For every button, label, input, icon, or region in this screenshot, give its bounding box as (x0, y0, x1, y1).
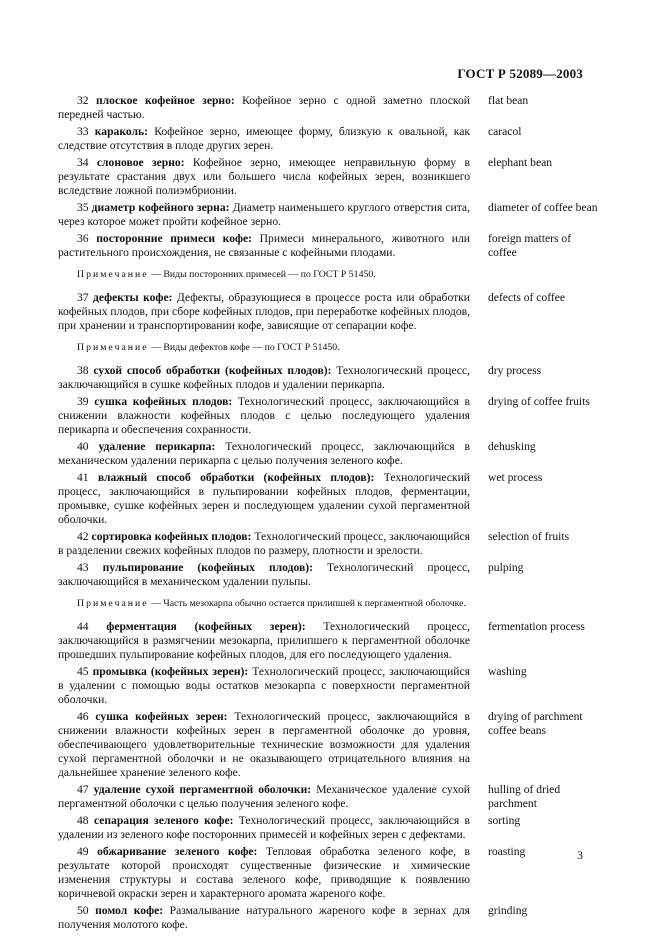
term-entry (58, 665, 598, 707)
note-label: Примечание (77, 598, 149, 609)
term-number: 49 (77, 845, 89, 858)
term-definition: Технологический процесс, заключающийся в пульпировании кофейных плодов, ферментации, промывке, сушке кофейных зерен и последующем удалении сухой пергаментной оболочки. (58, 471, 470, 526)
term-text (58, 156, 470, 198)
term-name: пульпирование (кофейных плодов): (102, 561, 313, 574)
term-text (58, 845, 470, 901)
term-text (58, 232, 470, 260)
term-entry (58, 440, 598, 468)
english-equivalent: diameter of coffee bean (488, 201, 598, 214)
english-equivalent: pulping (488, 561, 524, 574)
term-name: обжаривание зеленого кофе: (97, 845, 258, 858)
term-definition: Технологический процесс, заключающийся в снижении влажности кофейных зерен в пергаментной оболочке до уровня, обеспечивающего удовлетворительные технические возможности для удаления сухой пергаментной оболочки и не оказывающего отрицательного влияния на дальнейшее хранение зеленого кофе. (58, 710, 470, 779)
term-definition: Дефекты, образующиеся в процессе роста или обработки кофейных плодов, при сборе кофейных плодов, при переработке кофейных плодов, при хранении и транспортировании кофе, зависящие от сепарации кофе. (58, 291, 470, 332)
term-entry (58, 156, 598, 198)
english-equivalent: caracol (488, 125, 522, 138)
terms-group-c (58, 364, 598, 589)
term-name: дефекты кофе: (92, 291, 173, 304)
english-equivalent: fermentation process (488, 620, 585, 633)
term-definition: Размалывание натурального жареного кофе в зернах для получения молотого кофе. (58, 904, 470, 931)
term-entry (58, 845, 598, 901)
term-text (58, 620, 470, 662)
term-definition: Технологический процесс, заключающийся в снижении влажности кофейных плодов с целью последующего удаления перикарпа и обеспечения сохранности. (58, 395, 470, 436)
term-text (58, 665, 470, 707)
term-entry (58, 125, 598, 153)
term-definition: Технологический процесс, заключающийся в удалении из зеленого кофе посторонних примесей и кофейных зерен с дефектами. (58, 814, 470, 841)
term-number: 37 (77, 291, 89, 304)
term-number: 43 (77, 561, 89, 574)
term-text (58, 201, 470, 229)
note-defects (58, 341, 598, 354)
term-entry (58, 232, 598, 260)
term-definition: Тепловая обработка зеленого кофе, в результате которой происходят существенные физические и химические изменения структуры и состава зеленого кофе, приводящие к появлению коричневой окраски зерен и характерного аромата жареного кофе. (58, 845, 470, 900)
term-name: влажный способ обработки (кофейных плодов): (97, 471, 375, 484)
page-number: 3 (577, 848, 583, 862)
term-text (58, 561, 470, 589)
english-equivalent: sorting (488, 814, 521, 827)
document-header: ГОСТ Р 52089—2003 (457, 66, 583, 81)
term-definition: Технологический процесс, заключающийся в механическом удалении перикарпа с целью получения зеленого кофе. (58, 440, 470, 467)
note-text: — Часть мезокарпа обычно остается прилипшей к пергаментной оболочке. (148, 598, 466, 609)
term-text (58, 814, 470, 842)
term-definition: Технологический процесс, заключающийся в удалении с помощью воды остатков мезокарпа с поверхности пергаментной оболочки. (58, 665, 470, 706)
term-definition: Кофейное зерно, имеющее неправильную форму в результате срастания двух или большего числа кофейных зерен, возникшего вследствие ложной полиэмбрионии. (58, 156, 470, 197)
term-entry (58, 94, 598, 122)
term-text (58, 395, 470, 437)
term-entry (58, 530, 598, 558)
term-text (58, 440, 470, 468)
term-text (58, 710, 470, 780)
term-entry (58, 471, 598, 527)
term-name: плоское кофейное зерно: (95, 94, 235, 107)
english-equivalent: selection of fruits (488, 530, 570, 543)
term-definition: Диаметр наименьшего круглого отверстия сита, через которое может пройти кофейное зерно. (58, 201, 470, 228)
term-number: 48 (77, 814, 89, 827)
term-name: помол кофе: (95, 904, 164, 917)
english-equivalent: washing (488, 665, 527, 678)
term-name: промывка (кофейных зерен): (92, 665, 249, 678)
term-number: 45 (77, 665, 89, 678)
english-equivalent: elephant bean (488, 156, 553, 169)
term-name: удаление сухой пергаментной оболочки: (93, 783, 312, 796)
term-definition: Технологический процесс, заключающийся в сушке кофейных плодов и удалении перикарпа. (58, 364, 470, 391)
term-definition: Кофейное зерно, имеющее форму, близкую к овальной, как следствие отсутствия в плоде других зерен. (58, 125, 470, 152)
term-entry (58, 620, 598, 662)
term-text (58, 94, 470, 122)
english-equivalent: grinding (488, 904, 528, 917)
term-text (58, 530, 470, 558)
english-equivalent: dry process (488, 364, 542, 377)
note-text: — Виды посторонних примесей — по ГОСТ Р 51450. (148, 269, 376, 280)
term-number: 35 (77, 201, 89, 214)
note-mesocarp (58, 597, 598, 610)
term-name: посторонние примеси кофе: (96, 232, 253, 245)
term-number: 39 (77, 395, 89, 408)
note-text: — Виды дефектов кофе — по ГОСТ Р 51450. (148, 342, 340, 353)
term-entry (58, 201, 598, 229)
note-label: Примечание (77, 342, 149, 353)
term-name: сухой способ обработки (кофейных плодов): (93, 364, 332, 377)
english-equivalent: defects of coffee (488, 291, 566, 304)
term-entry (58, 561, 598, 589)
terms-content (58, 94, 598, 935)
term-number: 40 (77, 440, 89, 453)
note-foreign-matters (58, 268, 598, 281)
term-entry (58, 904, 598, 932)
term-number: 36 (77, 232, 89, 245)
term-name: сортировка кофейных плодов: (91, 530, 252, 543)
term-text (58, 364, 470, 392)
term-definition: Механическое удаление сухой пергаментной оболочки с целью получения зеленого кофе. (58, 783, 471, 810)
term-name: ферментация (кофейных зерен): (106, 620, 306, 633)
english-equivalent: drying of coffee fruits (488, 395, 590, 408)
term-number: 32 (77, 94, 89, 107)
term-entry (58, 814, 598, 842)
english-equivalent: flat bean (488, 94, 529, 107)
term-number: 44 (77, 620, 89, 633)
term-definition: Кофейное зерно с одной заметно плоской передней частью. (58, 94, 470, 121)
term-name: сушка кофейных плодов: (94, 395, 233, 408)
term-name: диаметр кофейного зерна: (91, 201, 230, 214)
term-name: удаление перикарпа: (98, 440, 216, 453)
term-text (58, 291, 470, 333)
term-entry (58, 783, 598, 811)
term-definition: Технологический процесс, заключающийся в размягчении мезокарпа, прилипшего к пергаментной оболочке прошедших пульпирование кофейных плодов, для его последующего удаления. (58, 620, 470, 661)
term-number: 41 (77, 471, 89, 484)
term-definition: Технологический процесс, заключающийся в разделении свежих кофейных плодов по размеру, плотности и зрелости. (58, 530, 470, 557)
term-definition: Примеси минерального, животного или растительного происхождения, не связанные с кофейными плодами. (58, 232, 470, 259)
note-label: Примечание (77, 269, 149, 280)
term-number: 47 (77, 783, 89, 796)
terms-group-a (58, 94, 598, 260)
term-number: 34 (77, 156, 89, 169)
term-number: 50 (77, 904, 89, 917)
term-text (58, 125, 470, 153)
terms-group-d (58, 620, 598, 932)
term-number: 42 (77, 530, 89, 543)
term-number: 33 (77, 125, 89, 138)
english-equivalent: wet process (488, 471, 543, 484)
english-equivalent: roasting (488, 845, 526, 858)
term-entry (58, 395, 598, 437)
term-text (58, 783, 470, 811)
term-number: 46 (77, 710, 89, 723)
term-name: сушка кофейных зерен: (95, 710, 228, 723)
english-equivalent: foreign matters of coffee (488, 232, 572, 259)
term-entry (58, 710, 598, 780)
term-name: сепарация зеленого кофе: (93, 814, 234, 827)
term-number: 38 (77, 364, 89, 377)
term-definition: Технологический процесс, заключающийся в механическом удалении пульпы. (58, 561, 470, 588)
term-entry (58, 291, 598, 333)
term-text (58, 904, 470, 932)
term-entry (58, 364, 598, 392)
term-name: слоновое зерно: (96, 156, 185, 169)
terms-group-b (58, 291, 598, 333)
term-name: караколь: (94, 125, 149, 138)
term-text (58, 471, 470, 527)
english-equivalent: dehusking (488, 440, 536, 453)
english-equivalent: hulling of dried parchment (488, 783, 561, 810)
english-equivalent: drying of parchment coffee beans (488, 710, 583, 737)
